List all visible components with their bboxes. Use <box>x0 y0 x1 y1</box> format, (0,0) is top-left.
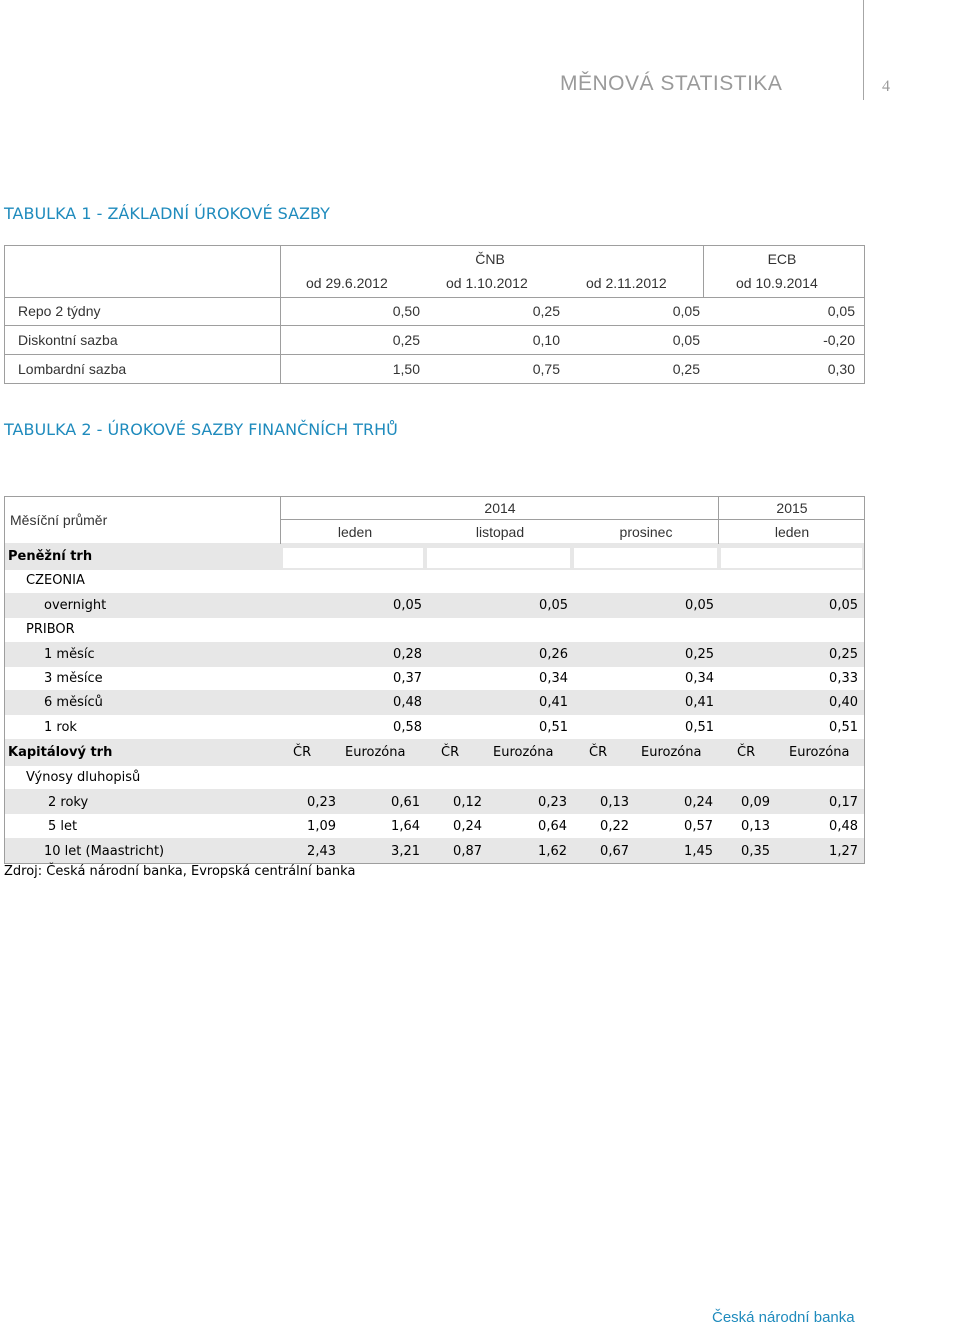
table1-cell: 0,05 <box>827 303 855 319</box>
table2-cell: 0,67 <box>600 844 629 859</box>
table2-cell: 0,25 <box>829 647 858 662</box>
table2-cell: 0,23 <box>307 795 336 810</box>
table2-subheader: Eurozóna <box>345 745 406 760</box>
table2-cell: 0,26 <box>539 647 568 662</box>
table2-row-label: 6 měsíců <box>44 695 103 710</box>
table2-cell: 0,51 <box>539 720 568 735</box>
table1-cell: 0,50 <box>392 303 420 319</box>
table2-month: prosinec <box>619 524 673 540</box>
page-number: 4 <box>882 78 890 95</box>
table2-cell: 1,64 <box>391 819 420 834</box>
table2-subheader: ČR <box>737 745 756 760</box>
table1-title: TABULKA 1 - ZÁKLADNÍ ÚROKOVÉ SAZBY <box>4 204 330 223</box>
table2-cell: 0,05 <box>393 598 422 613</box>
table2-subheader: ČR <box>441 745 460 760</box>
table1-cell: 0,10 <box>532 332 560 348</box>
table2-month: leden <box>774 524 810 540</box>
table1-cell: 1,50 <box>392 361 420 377</box>
table1-date: od 10.9.2014 <box>736 275 818 291</box>
table2-subheader: ČR <box>589 745 608 760</box>
table2-cell: 1,09 <box>307 819 336 834</box>
table1-cell: 0,05 <box>672 303 700 319</box>
table2-cell: 0,25 <box>685 647 714 662</box>
table2-cell: 0,05 <box>539 598 568 613</box>
table2-cell: 0,12 <box>453 795 482 810</box>
table2-year: 2015 <box>776 500 808 516</box>
table2-cell: 0,87 <box>453 844 482 859</box>
table2-row-label: 10 let (Maastricht) <box>44 844 165 859</box>
table2-row-label: overnight <box>44 598 107 613</box>
table2-cell: 0,58 <box>393 720 422 735</box>
table2-cell: 3,21 <box>391 844 420 859</box>
table2-cell: 0,48 <box>393 695 422 710</box>
table2-cell: 0,35 <box>741 844 770 859</box>
table2-row-label: 3 měsíce <box>44 671 103 686</box>
table2-section-capital-market: Kapitálový trh <box>8 745 113 760</box>
table2-group-label: Výnosy dluhopisů <box>26 770 141 785</box>
table2-cell: 0,05 <box>685 598 714 613</box>
source-note: Zdroj: Česká národní banka, Evropská centrální banka <box>4 864 356 879</box>
table1-cell: 0,05 <box>672 332 700 348</box>
table2-cell: 0,05 <box>829 598 858 613</box>
table2-cell: 1,45 <box>684 844 713 859</box>
table1-date: od 1.10.2012 <box>446 275 528 291</box>
table2-title: TABULKA 2 - ÚROKOVÉ SAZBY FINANČNÍCH TRHŮ <box>4 420 398 439</box>
table2-row-label: 1 rok <box>44 720 77 735</box>
table2-cell: 0,09 <box>741 795 770 810</box>
table1-row-label: Repo 2 týdny <box>18 303 101 319</box>
table2-subheader: Eurozóna <box>789 745 850 760</box>
table1-group-cnb: ČNB <box>475 251 505 267</box>
table2-subheader: Eurozóna <box>493 745 554 760</box>
table2-row-label: 1 měsíc <box>44 647 95 662</box>
table2-group-label: PRIBOR <box>26 622 75 637</box>
table1-date: od 2.11.2012 <box>586 275 667 291</box>
table2-cell: 0,24 <box>453 819 482 834</box>
table2-section-money-market: Peněžní trh <box>8 549 93 564</box>
table2-corner-label: Měsíční průměr <box>10 512 108 528</box>
table2-cell: 0,17 <box>829 795 858 810</box>
table2-cell: 0,61 <box>391 795 420 810</box>
table1-row-label: Diskontní sazba <box>18 332 118 348</box>
table2-cell: 1,27 <box>829 844 858 859</box>
table2-cell: 0,41 <box>539 695 568 710</box>
table2-subheader: Eurozóna <box>641 745 702 760</box>
table1-group-ecb: ECB <box>767 251 797 267</box>
table2-cell: 0,13 <box>600 795 629 810</box>
table2-cell: 0,41 <box>685 695 714 710</box>
table2-cell: 0,24 <box>684 795 713 810</box>
table1-row-label: Lombardní sazba <box>18 361 127 377</box>
table2-cell: 2,43 <box>307 844 336 859</box>
table2-month: leden <box>337 524 373 540</box>
table1-date: od 29.6.2012 <box>306 275 388 291</box>
table2-cell: 0,51 <box>685 720 714 735</box>
table1-cell: -0,20 <box>823 332 855 348</box>
table2-group-label: CZEONIA <box>26 573 85 588</box>
table2-month: listopad <box>475 524 525 540</box>
table2-cell: 0,23 <box>538 795 567 810</box>
table1-cell: 0,25 <box>392 332 420 348</box>
table2-cell: 0,64 <box>538 819 567 834</box>
table2-subheader: ČR <box>293 745 312 760</box>
table2-cell: 0,57 <box>684 819 713 834</box>
table2-cell: 0,37 <box>393 671 422 686</box>
table2-cell: 0,51 <box>829 720 858 735</box>
table2-year: 2014 <box>484 500 516 516</box>
table2-cell: 0,48 <box>829 819 858 834</box>
table1-cell: 0,75 <box>532 361 560 377</box>
header-divider <box>863 0 864 100</box>
footer-brand: Česká národní banka <box>712 1309 855 1326</box>
table2-cell: 0,34 <box>685 671 714 686</box>
table2-cell: 0,33 <box>829 671 858 686</box>
table2-cell: 0,40 <box>829 695 858 710</box>
table1-cell: 0,25 <box>672 361 700 377</box>
table2-cell: 0,28 <box>393 647 422 662</box>
table1-cell: 0,30 <box>827 361 855 377</box>
table2-cell: 1,62 <box>538 844 567 859</box>
table2-cell: 0,34 <box>539 671 568 686</box>
table2-row-label: 2 roky <box>48 795 89 810</box>
table2-row-label: 5 let <box>48 819 78 834</box>
table2-cell: 0,22 <box>600 819 629 834</box>
page-header-title: MĚNOVÁ STATISTIKA <box>560 72 783 95</box>
table1-cell: 0,25 <box>532 303 560 319</box>
table2-cell: 0,13 <box>741 819 770 834</box>
